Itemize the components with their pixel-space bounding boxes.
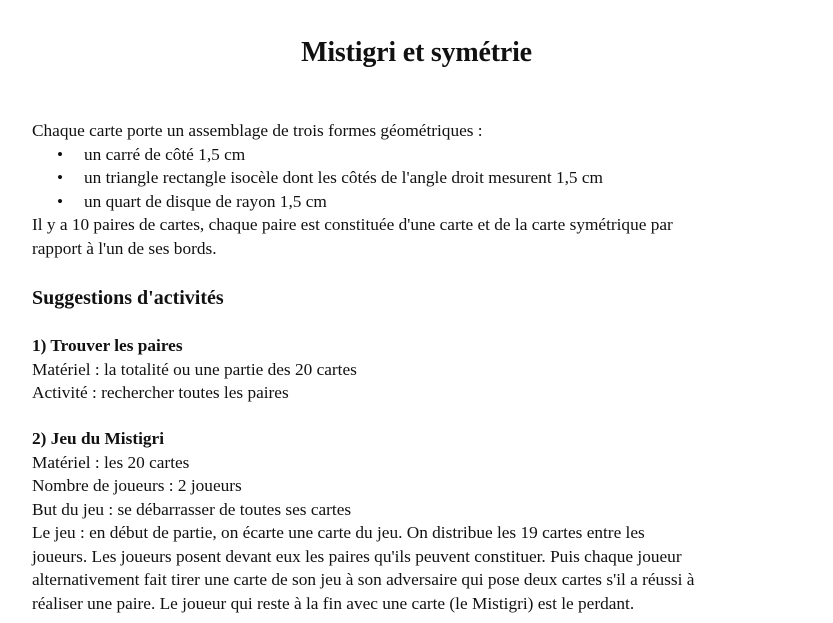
list-item xyxy=(32,166,812,190)
bullet-icon: • xyxy=(57,191,64,211)
activity-line: Nombre de joueurs : 2 joueurs xyxy=(32,476,242,495)
intro-lead: Chaque carte porte un assemblage de trois formes géométriques : xyxy=(32,121,483,140)
activity-line: Matériel : la totalité ou une partie des 20 cartes xyxy=(32,359,357,379)
activity-mistigri-game xyxy=(32,427,812,615)
bullet-icon: • xyxy=(57,168,64,187)
list-item-text: un quart de disque de rayon 1,5 cm xyxy=(84,191,327,211)
intro-section xyxy=(32,119,812,260)
pairs-text-line: rapport à l'un de ses bords. xyxy=(32,238,217,258)
bullet-icon: • xyxy=(57,144,64,164)
pairs-text-line: Il y a 10 paires de cartes, chaque paire est constituée d'une carte et de la carte symétrique par xyxy=(32,215,673,234)
shape-list xyxy=(32,143,812,214)
page-title: Mistigri et symétrie xyxy=(301,37,532,68)
list-item-text: un triangle rectangle isocèle dont les côtés de l'angle droit mesurent 1,5 cm xyxy=(84,168,603,187)
activity-heading: 2) Jeu du Mistigri xyxy=(32,429,165,448)
activity-find-pairs xyxy=(32,334,812,405)
rules-line: joueurs. Les joueurs posent devant eux les paires qu'ils peuvent constituer. Puis chaque joueur xyxy=(32,546,682,566)
activity-line: But du jeu : se débarrasser de toutes ses cartes xyxy=(32,499,352,519)
list-item-text: un carré de côté 1,5 cm xyxy=(84,144,246,164)
activity-line: Activité : rechercher toutes les paires xyxy=(32,383,289,402)
activity-line: Matériel : les 20 cartes xyxy=(32,452,190,472)
rules-line: Le jeu : en début de partie, on écarte une carte du jeu. On distribue les 19 cartes entre les xyxy=(32,523,645,542)
section-heading: Suggestions d'activités xyxy=(32,287,224,309)
list-item xyxy=(32,143,812,167)
activity-heading: 1) Trouver les paires xyxy=(32,336,183,355)
rules-line: alternativement fait tirer une carte de son jeu à son adversaire qui pose deux cartes s'il a réussi à xyxy=(32,570,695,589)
rules-line: réaliser une paire. Le joueur qui reste à la fin avec une carte (le Mistigri) est le perdant. xyxy=(32,593,635,613)
list-item xyxy=(32,190,812,214)
